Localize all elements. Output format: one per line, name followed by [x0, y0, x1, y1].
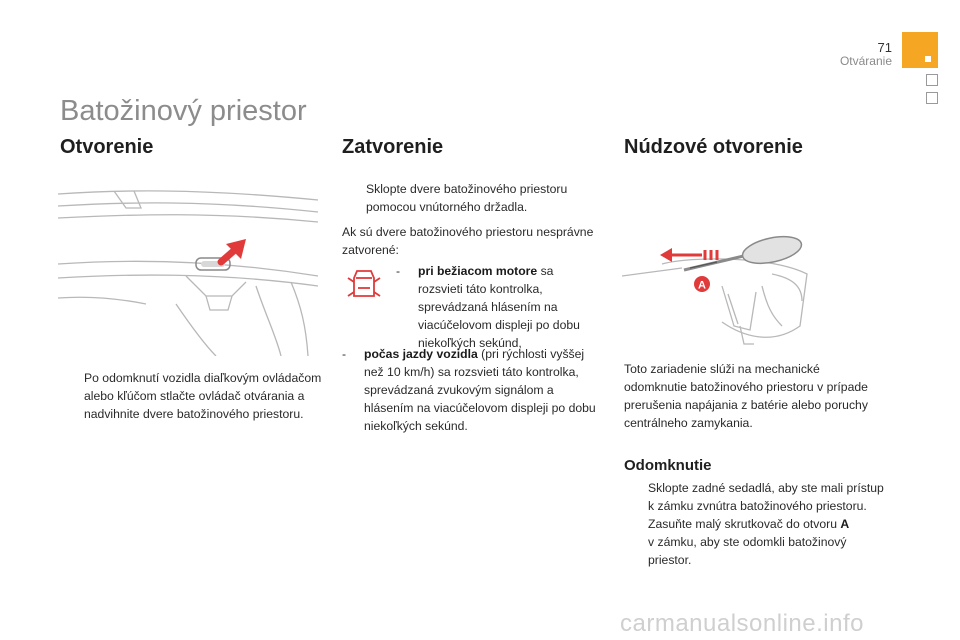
paragraph: Ak sú dvere batožinového priestoru nesprávne zatvorené: — [342, 225, 594, 257]
callout-label-a: A — [698, 279, 706, 292]
watermark: carmanualsonline.info — [620, 610, 864, 637]
chapter-label: Otváranie — [839, 54, 892, 68]
bullet-text: v zámku, aby ste odomkli batožinový priestor. — [648, 535, 847, 567]
page-number: 71 — [877, 40, 892, 55]
chapter-tab — [926, 74, 938, 86]
emergency-release-illustration — [622, 226, 822, 356]
bullet-text: Po odomknutí vozidla diaľkovým ovládačom alebo kľúčom stlačte ovládač otvárania a nadvihnite dvere batožinového priestoru. — [84, 371, 322, 421]
dash-text: (pri rýchlosti vyššej než 10 km/h) sa rozsvieti táto kontrolka, sprevádzaná zvukovým signálom a hlásením na viacúčelovom displeji po dobu niekoľkých sekúnd. — [364, 347, 596, 433]
dash-bold-text: pri bežiacom motore — [418, 264, 538, 278]
dash-bold-text: počas jazdy vozidla — [364, 347, 478, 361]
chapter-tab-active — [902, 32, 938, 68]
page-title: Batožinový priestor — [60, 95, 307, 127]
bullet-text: Zasuňte malý skrutkovač do otvoru — [648, 517, 841, 531]
chapter-tab — [926, 92, 938, 104]
section-heading-zatvorenie: Zatvorenie — [342, 136, 444, 158]
bullet-text: Sklopte dvere batožinového priestoru pomocou vnútorného držadla. — [366, 182, 568, 214]
bullet-text: Sklopte zadné sedadlá, aby ste mali prístup k zámku zvnútra batožinového priestoru. — [648, 481, 884, 513]
subsection-heading-odomknutie: Odomknutie — [624, 457, 712, 474]
section-heading-otvorenie: Otvorenie — [60, 136, 154, 158]
paragraph: Toto zariadenie slúži na mechanické odomknutie batožinového priestoru v prípade prerušenia napájania z batérie alebo poruchy centrálneho zamykania. — [624, 362, 868, 430]
door-open-warning-icon — [346, 266, 382, 302]
section-heading-nudzove-otvorenie: Núdzové otvorenie — [624, 136, 803, 158]
trunk-opening-illustration — [56, 186, 320, 356]
bullet-bold-text: A — [840, 517, 850, 531]
dash-text: sa rozsvieti táto kontrolka, sprevádzaná hlásením na viacúčelovom displeji po dobu niekoľkých sekúnd, — [418, 264, 580, 350]
dash-marker: - — [396, 264, 401, 278]
dash-marker: - — [342, 347, 347, 361]
